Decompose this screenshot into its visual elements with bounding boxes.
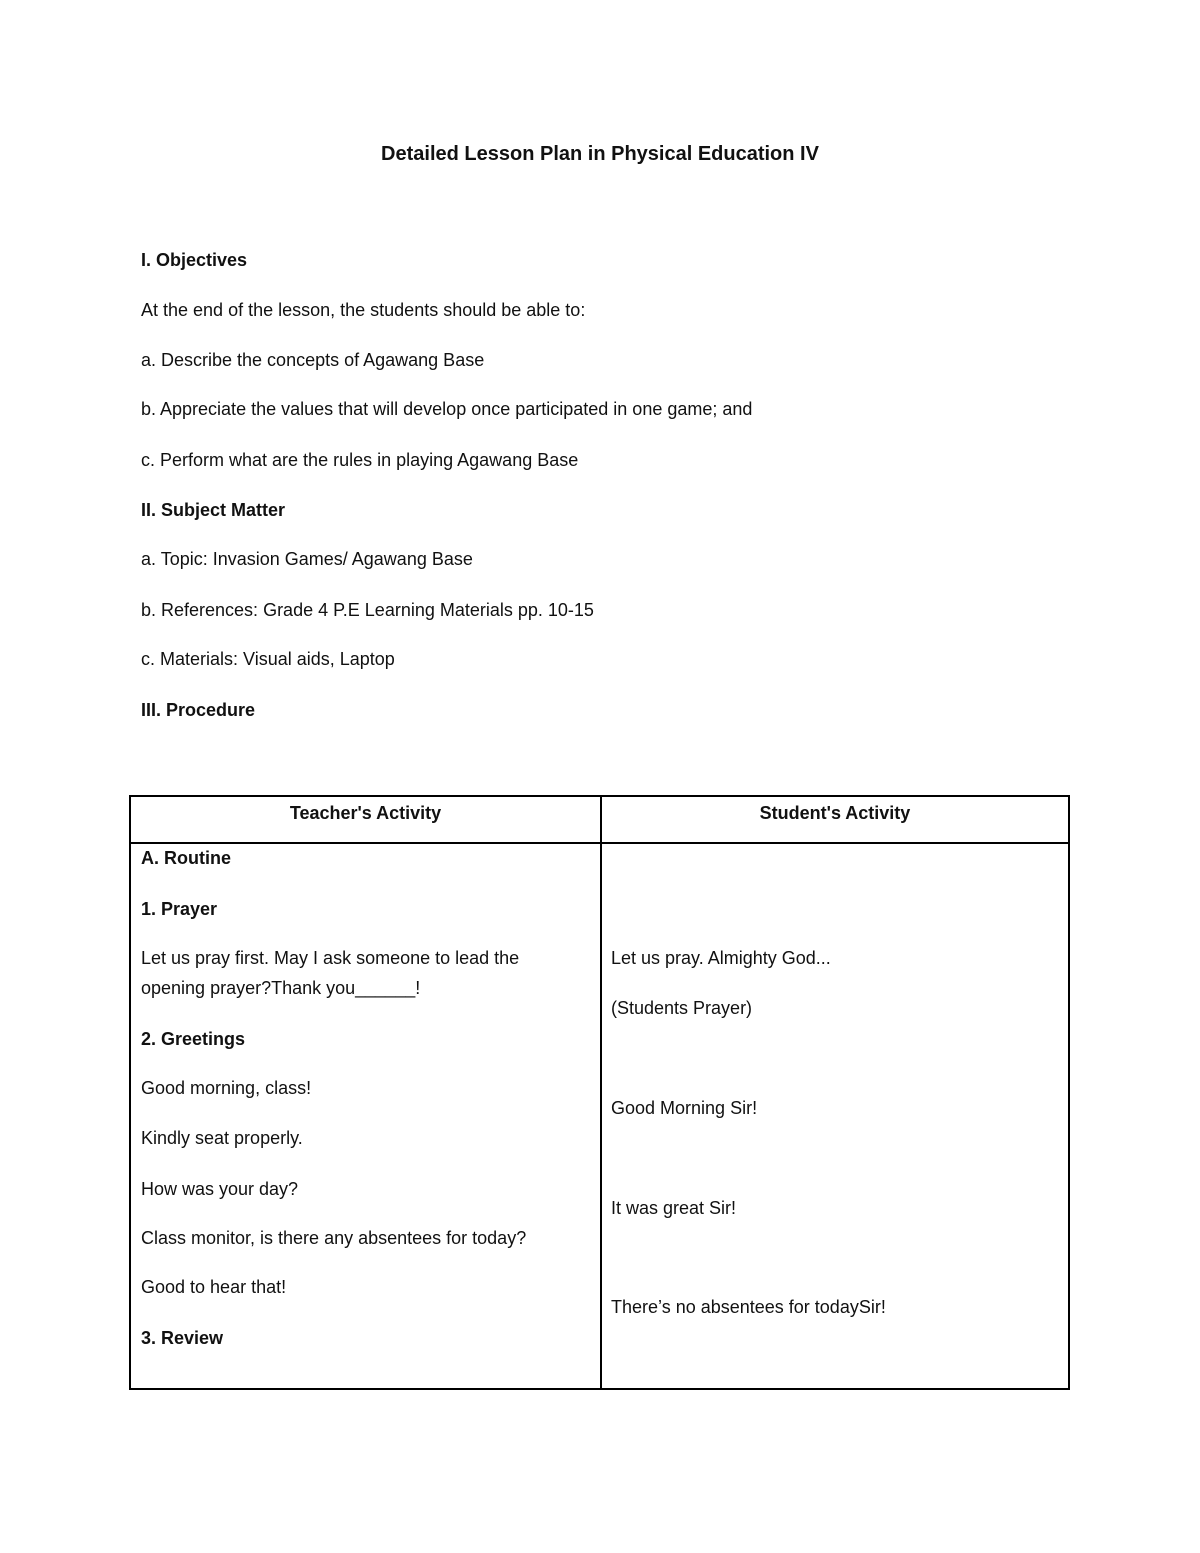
subject-item-references: b. References: Grade 4 P.E Learning Materials pp. 10-15 — [141, 600, 594, 620]
objective-item-c: c. Perform what are the rules in playing Agawang Base — [141, 450, 579, 470]
teacher-absentees-question: Class monitor, is there any absentees for today? — [141, 1228, 527, 1248]
procedure-heading: III. Procedure — [141, 700, 256, 720]
objective-item-b: b. Appreciate the values that will develop once participated in one game; and — [141, 399, 753, 419]
table-column-divider — [600, 797, 602, 1388]
prayer-line-1: Let us pray first. May I ask someone to lead the — [141, 948, 520, 968]
teacher-activity-header: Teacher's Activity — [289, 803, 442, 823]
subject-item-topic: a. Topic: Invasion Games/ Agawang Base — [141, 549, 473, 569]
subject-matter-heading: II. Subject Matter — [141, 500, 286, 520]
objective-item-a: a. Describe the concepts of Agawang Base — [141, 350, 485, 370]
teacher-good-to-hear: Good to hear that! — [141, 1277, 287, 1297]
student-prayer-line: Let us pray. Almighty God... — [611, 948, 831, 968]
review-heading: 3. Review — [141, 1328, 224, 1348]
teacher-greeting: Good morning, class! — [141, 1078, 312, 1098]
student-absentees-reply: There’s no absentees for todaySir! — [611, 1297, 886, 1317]
table-header-divider — [131, 842, 1068, 844]
page-title: Detailed Lesson Plan in Physical Education IV — [381, 143, 819, 165]
student-activity-header: Student's Activity — [759, 803, 911, 823]
student-prayer-note: (Students Prayer) — [611, 998, 753, 1018]
subject-item-materials: c. Materials: Visual aids, Laptop — [141, 649, 395, 669]
prayer-heading: 1. Prayer — [141, 899, 218, 919]
routine-heading: A. Routine — [141, 848, 231, 868]
objectives-heading: I. Objectives — [141, 250, 248, 270]
greetings-heading: 2. Greetings — [141, 1029, 246, 1049]
teacher-how-was-day: How was your day? — [141, 1179, 299, 1199]
student-day-reply: It was great Sir! — [611, 1198, 737, 1218]
student-greeting-reply: Good Morning Sir! — [611, 1098, 758, 1118]
objectives-intro: At the end of the lesson, the students should be able to: — [141, 300, 586, 320]
prayer-line-2: opening prayer?Thank you______! — [141, 978, 421, 998]
teacher-seat-instruction: Kindly seat properly. — [141, 1128, 303, 1148]
procedure-table — [129, 795, 1070, 1390]
